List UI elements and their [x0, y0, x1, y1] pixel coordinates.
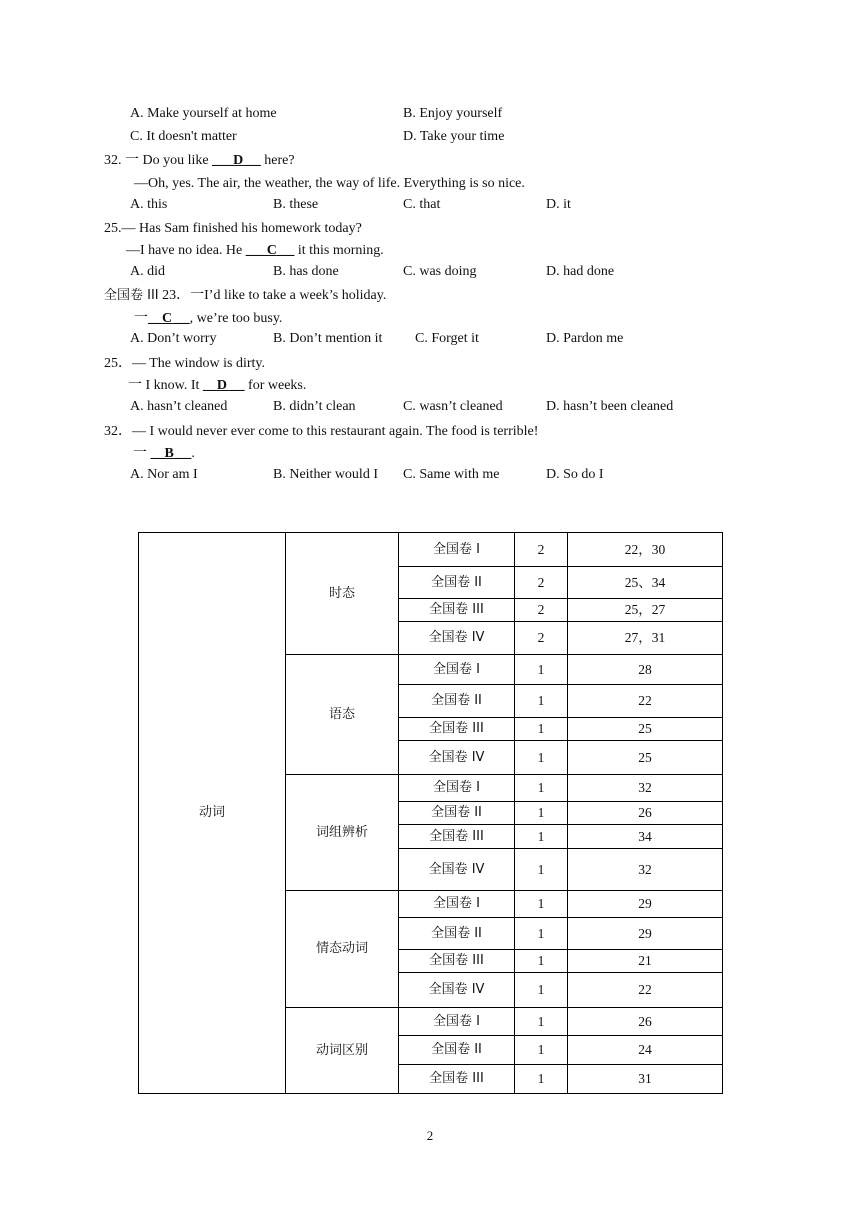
option-a: A. Make yourself at home	[130, 106, 277, 121]
count-cell: 1	[515, 918, 568, 950]
verb-stats-table	[138, 532, 723, 1094]
paper-cell: 全国卷 I	[399, 891, 515, 918]
option-c: C. wasn’t cleaned	[403, 399, 503, 414]
category-cell: 动词	[139, 533, 286, 1094]
question-reply: —I have no idea. He ___C __ it this morning.	[126, 243, 384, 258]
count-cell: 2	[515, 533, 568, 567]
topic-cell: 词组辨析	[286, 775, 399, 891]
question-stem: 全国卷 III 23．一I’d like to take a week’s holiday.	[104, 288, 387, 303]
paper-cell: 全国卷 II	[399, 567, 515, 599]
count-cell: 1	[515, 655, 568, 685]
topic-cell: 动词区别	[286, 1008, 399, 1094]
option-b: B. these	[273, 197, 319, 212]
option-a: A. Nor am I	[130, 467, 198, 482]
option-a: A. Don’t worry	[130, 331, 217, 346]
paper-cell: 全国卷 II	[399, 1036, 515, 1065]
count-cell: 1	[515, 741, 568, 775]
items-cell: 22，30	[568, 533, 723, 567]
items-cell: 25	[568, 741, 723, 775]
items-cell: 32	[568, 775, 723, 802]
option-c: C. that	[403, 197, 441, 212]
items-cell: 26	[568, 802, 723, 825]
question-stem: 25.— Has Sam finished his homework today?	[104, 221, 362, 236]
count-cell: 1	[515, 1036, 568, 1065]
paper-cell: 全国卷 I	[399, 533, 515, 567]
option-b: B. has done	[273, 264, 339, 279]
count-cell: 1	[515, 1065, 568, 1094]
answer: C	[162, 311, 173, 326]
paper-source: 全国卷 III	[104, 288, 159, 303]
items-cell: 32	[568, 849, 723, 891]
items-cell: 22	[568, 973, 723, 1008]
question-stem: 32. 一 Do you like ___D __ here?	[104, 153, 295, 168]
page-number: 2	[426, 1128, 434, 1143]
items-cell: 27，31	[568, 622, 723, 655]
count-cell: 1	[515, 718, 568, 741]
paper-cell: 全国卷 IV	[399, 849, 515, 891]
option-b: B. Enjoy yourself	[403, 106, 503, 121]
items-cell: 25，27	[568, 599, 723, 622]
items-cell: 29	[568, 891, 723, 918]
option-c: C. It doesn't matter	[130, 129, 237, 144]
question-stem: 32．— I would never ever come to this restaurant again. The food is terrible!	[104, 424, 539, 439]
option-b: B. Don’t mention it	[273, 331, 383, 346]
topic-cell: 时态	[286, 533, 399, 655]
items-cell: 25	[568, 718, 723, 741]
paper-cell: 全国卷 III	[399, 825, 515, 849]
items-cell: 28	[568, 655, 723, 685]
count-cell: 1	[515, 685, 568, 718]
items-cell: 22	[568, 685, 723, 718]
question-reply: 一 __B __.	[133, 446, 195, 461]
paper-cell: 全国卷 III	[399, 718, 515, 741]
count-cell: 1	[515, 775, 568, 802]
answer: D	[233, 153, 244, 168]
paper-cell: 全国卷 III	[399, 1065, 515, 1094]
option-c: C. Same with me	[403, 467, 500, 482]
table-row	[139, 533, 723, 567]
option-c: C. was doing	[403, 264, 477, 279]
paper-cell: 全国卷 IV	[399, 973, 515, 1008]
paper-cell: 全国卷 III	[399, 599, 515, 622]
answer: C	[266, 243, 277, 258]
option-d: D. hasn’t been cleaned	[546, 399, 674, 414]
count-cell: 1	[515, 891, 568, 918]
paper-cell: 全国卷 I	[399, 1008, 515, 1036]
items-cell: 21	[568, 950, 723, 973]
count-cell: 1	[515, 950, 568, 973]
paper-cell: 全国卷 III	[399, 950, 515, 973]
option-a: A. this	[130, 197, 168, 212]
count-cell: 1	[515, 1008, 568, 1036]
paper-cell: 全国卷 I	[399, 775, 515, 802]
answer: D	[216, 378, 228, 393]
count-cell: 1	[515, 849, 568, 891]
count-cell: 1	[515, 825, 568, 849]
count-cell: 2	[515, 599, 568, 622]
question-reply: —Oh, yes. The air, the weather, the way of life. Everything is so nice.	[134, 176, 525, 191]
option-c: C. Forget it	[415, 331, 479, 346]
question-stem: 25．— The window is dirty.	[104, 356, 265, 371]
count-cell: 1	[515, 802, 568, 825]
option-b: B. didn’t clean	[273, 399, 356, 414]
paper-cell: 全国卷 II	[399, 685, 515, 718]
option-d: D. So do I	[546, 467, 604, 482]
items-cell: 34	[568, 825, 723, 849]
paper-cell: 全国卷 I	[399, 655, 515, 685]
items-cell: 24	[568, 1036, 723, 1065]
option-d: D. it	[546, 197, 571, 212]
option-a: A. did	[130, 264, 165, 279]
paper-cell: 全国卷 IV	[399, 741, 515, 775]
count-cell: 2	[515, 622, 568, 655]
option-b: B. Neither would I	[273, 467, 378, 482]
option-d: D. had done	[546, 264, 615, 279]
count-cell: 2	[515, 567, 568, 599]
paper-cell: 全国卷 II	[399, 918, 515, 950]
topic-cell: 情态动词	[286, 891, 399, 1008]
items-cell: 29	[568, 918, 723, 950]
question-reply: 一 I know. It __D __ for weeks.	[128, 378, 307, 393]
items-cell: 25、34	[568, 567, 723, 599]
items-cell: 26	[568, 1008, 723, 1036]
option-d: D. Take your time	[403, 129, 505, 144]
option-a: A. hasn’t cleaned	[130, 399, 228, 414]
count-cell: 1	[515, 973, 568, 1008]
option-d: D. Pardon me	[546, 331, 624, 346]
topic-cell: 语态	[286, 655, 399, 775]
items-cell: 31	[568, 1065, 723, 1094]
paper-cell: 全国卷 IV	[399, 622, 515, 655]
paper-cell: 全国卷 II	[399, 802, 515, 825]
answer: B	[164, 446, 174, 461]
question-reply: 一__C __, we’re too busy.	[134, 311, 283, 326]
